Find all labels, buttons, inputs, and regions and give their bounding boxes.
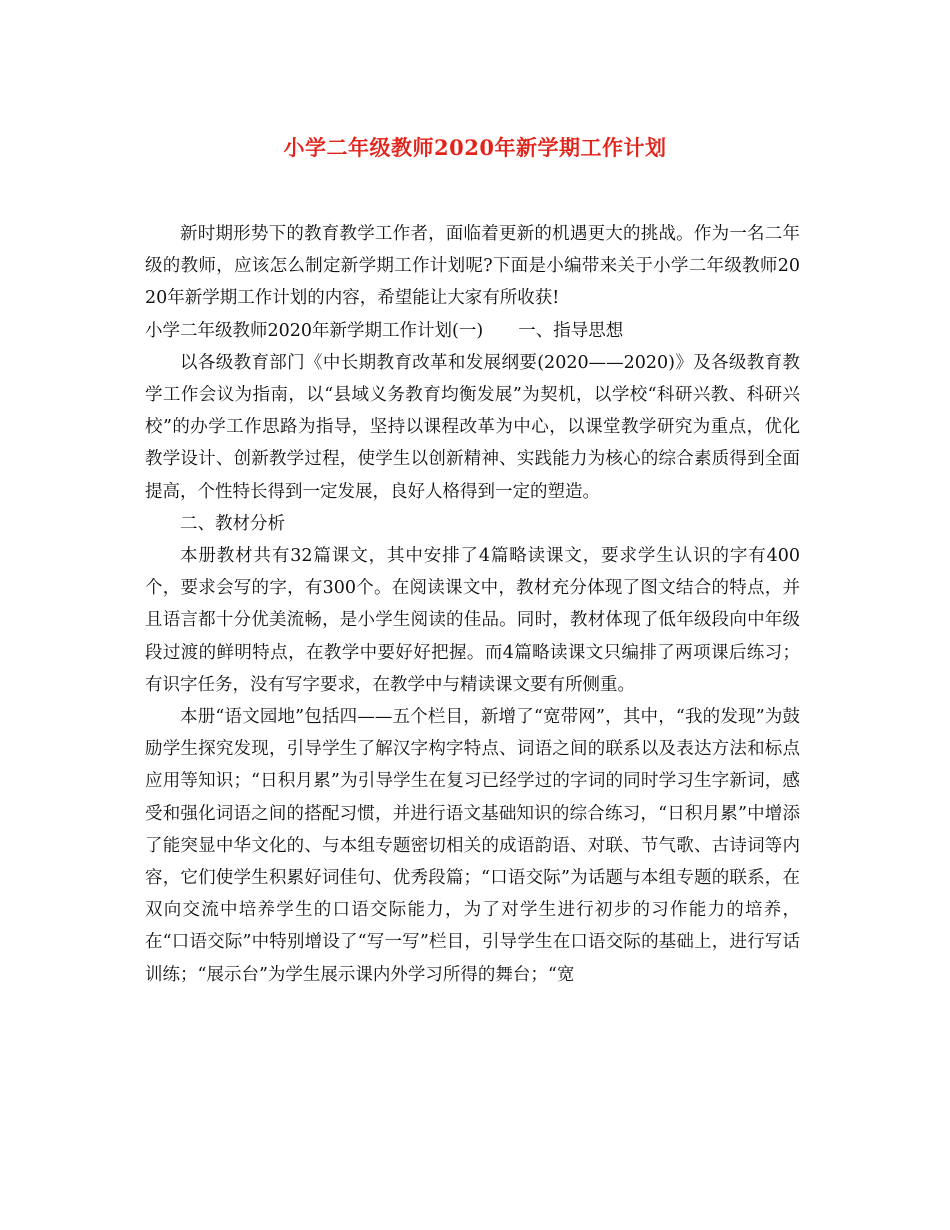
section-line [145, 315, 800, 347]
textbook-paragraph-1: 本册教材共有32篇课文，其中安排了4篇略读课文，要求学生认识的字有400个，要求会写的字，有300个。在阅读课文中，教材充分体现了图文结合的特点，并且语言都十分优美流畅，是小学生阅读的佳品。同时，教材体现了低年级段向中年级段过渡的鲜明特点，在教学中要好好把握。而4篇略读课文只编排了两项课后练习；有识字任务，没有写字要求，在教学中与精读课文要有所侧重。 [145, 546, 800, 695]
guiding-paragraph: 以各级教育部门《中长期教育改革和发展纲要(2020——2020)》及各级教育教学工作会议为指南，以“县域义务教育均衡发展”为契机，以学校“科研兴教、科研兴校”的办学工作思路为指导，坚持以课程改革为中心，以课堂教学研究为重点，优化教学设计、创新教学过程，使学生以创新精神、实践能力为核心的综合素质得到全面提高，个性特长得到一定发展，良好人格得到一定的塑造。 [145, 352, 800, 502]
section-heading-textbook: 二、教材分析 [180, 513, 285, 534]
document-title: 小学二年级教师2020年新学期工作计划 [283, 135, 667, 160]
intro-paragraph: 新时期形势下的教育教学工作者，面临着更新的机遇更大的挑战。作为一名二年级的教师，应该怎么制定新学期工作计划呢?下面是小编带来关于小学二年级教师2020年新学期工作计划的内容，希望能让大家有所收获! [145, 224, 800, 309]
textbook-paragraph-2: 本册“语文园地”包括四——五个栏目，新增了“宽带网”，其中，“我的发现”为鼓励学生探究发现，引导学生了解汉字构字特点、词语之间的联系以及表达方法和标点应用等知识；“日积月累”为引导学生在复习已经学过的字词的同时学习生字新词，感受和强化词语之间的搭配习惯，并进行语文基础知识的综合练习，“日积月累”中增添了能突显中华文化的、与本组专题密切相关的成语韵语、对联、节气歌、古诗词等内容，它们使学生积累好词佳句、优秀段篇；“口语交际”为话题与本组专题的联系，在双向交流中培养学生的口语交际能力，为了对学生进行初步的习作能力的培养，在“口语交际”中特别增设了“写一写”栏目，引导学生在口语交际的基础上，进行写话训练；“展示台”为学生展示课内外学习所得的舞台；“宽 [145, 707, 800, 985]
document-body [145, 218, 800, 991]
section-plan-title: 小学二年级教师2020年新学期工作计划(一) [145, 320, 484, 341]
section-heading-guiding: 一、指导思想 [518, 320, 624, 341]
